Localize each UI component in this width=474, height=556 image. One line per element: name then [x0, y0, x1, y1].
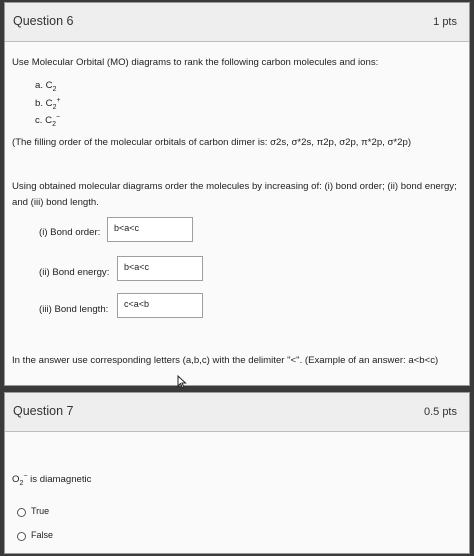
question-6-card: [4, 2, 470, 386]
option-b-label: b. C: [35, 98, 53, 110]
question-7-card: [4, 392, 470, 554]
question-7-header: [5, 393, 469, 432]
choice-true-label: True: [31, 506, 50, 516]
option-c: [35, 114, 60, 128]
option-a-subscript: 2: [52, 85, 57, 93]
bond-order-label: (i) Bond order:: [39, 227, 101, 238]
option-a-label: a. C: [35, 80, 53, 91]
statement-molecule: O: [12, 474, 20, 486]
bond-energy-label: (ii) Bond energy:: [39, 267, 110, 278]
filling-order-prefix: (The filling order of the molecular orbitals of carbon dimer is:: [12, 137, 268, 148]
bond-order-input[interactable]: b<a<c: [107, 217, 193, 242]
question-7-points: 0.5 pts: [423, 406, 457, 418]
filling-order-note: [12, 137, 411, 148]
question-6-prompt: Use Molecular Orbital (MO) diagrams to rank the following carbon molecules and ions:: [12, 57, 379, 68]
question-7-statement: [12, 473, 91, 487]
radio-true[interactable]: [17, 508, 26, 517]
bond-length-label: (iii) Bond length:: [39, 304, 109, 315]
question-6-title: Question 6: [13, 14, 74, 28]
option-c-superscript: −: [55, 114, 61, 121]
statement-subscript: 2: [19, 480, 24, 488]
option-c-label: c. C: [35, 115, 53, 127]
question-7-title: Question 7: [13, 404, 74, 418]
question-6-instruction: Using obtained molecular diagrams order the molecules by increasing of: (i) bond order; (ii) bond energy; and (iii) bond length.: [12, 181, 457, 208]
statement-text: is diamagnetic: [27, 474, 92, 486]
option-c-subscript: 2: [52, 121, 56, 129]
filling-order-orbitals: σ2s, σ*2s, π2p, σ2p, π*2p, σ*2p): [270, 137, 412, 148]
option-b-subscript: 2: [52, 104, 57, 112]
option-b-superscript: +: [56, 97, 61, 104]
option-b: [35, 97, 61, 111]
choice-false-label: False: [31, 530, 54, 540]
statement-superscript: −: [23, 473, 28, 480]
bond-energy-input[interactable]: b<a<c: [117, 256, 203, 281]
mouse-cursor-icon: [177, 375, 187, 389]
option-a: [35, 80, 57, 93]
question-6-points: 1 pts: [433, 16, 457, 28]
question-6-header: [5, 3, 469, 42]
question-6-footer: In the answer use corresponding letters (a,b,c) with the delimiter "<". (Example of an answer: a<b<c): [12, 355, 439, 366]
bond-length-input[interactable]: c<a<b: [117, 293, 203, 318]
radio-false[interactable]: [17, 532, 26, 541]
